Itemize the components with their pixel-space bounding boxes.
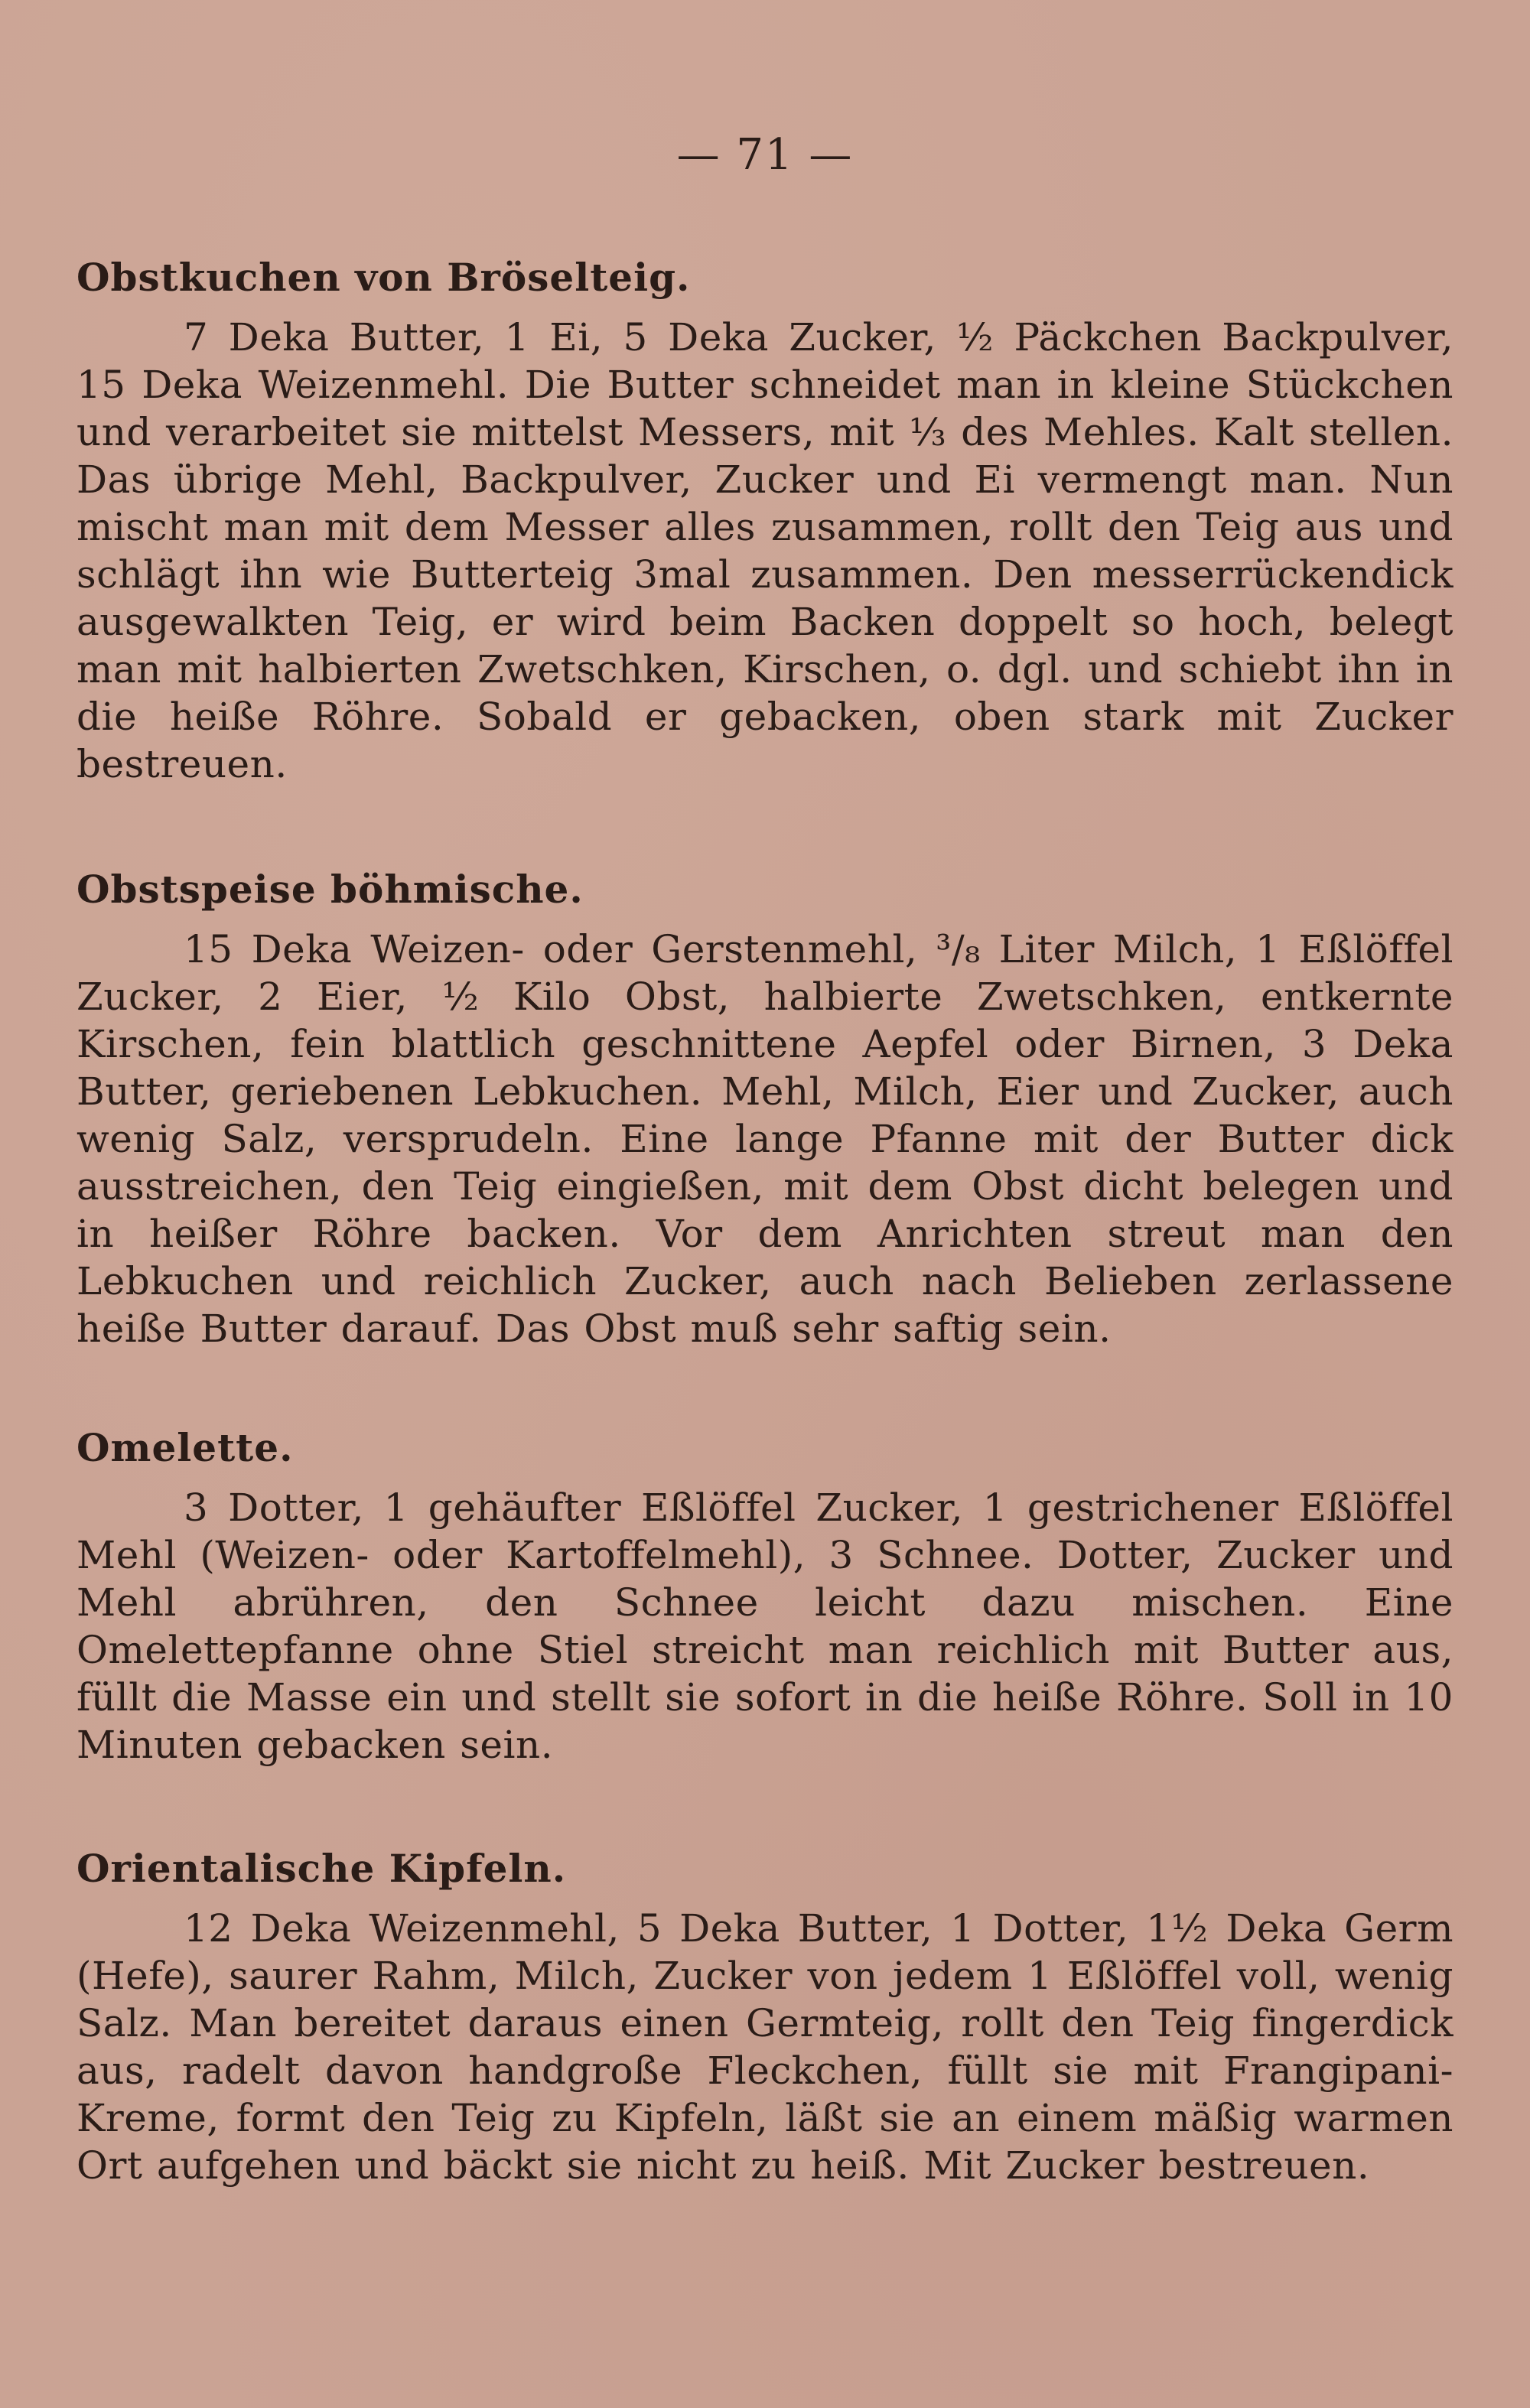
recipe-title: Obstspeise böhmische. [76, 867, 584, 912]
recipe-body: 7 Deka Butter, 1 Ei, 5 Deka Zucker, ½ Päckchen Backpulver, 15 Deka Weizenmehl. Die Butter schneidet man in kleine Stückchen und verarbeitet sie mittelst Messers, mit ⅓ des Mehles. Kalt stellen. Das übrige Mehl, Backpulver, Zucker und Ei vermengt man. Nun mischt man mit dem Messer alles zusammen, rollt den Teig aus und schlägt ihn wie Butterteig 3mal zusammen. Den messerrückendick ausgewalkten Teig, er wird beim Backen doppelt so hoch, belegt man mit halbierten Zwetschken, Kirschen, o. dgl. und schiebt ihn in die heiße Röhre. Sobald er gebacken, oben stark mit Zucker bestreuen. [76, 315, 1454, 786]
recipe-title: Obstkuchen von Bröselteig. [76, 255, 691, 300]
recipe-body: 12 Deka Weizenmehl, 5 Deka Butter, 1 Dotter, 1½ Deka Germ (Hefe), saurer Rahm, Milch, Zucker von jedem 1 Eßlöffel voll, wenig Salz. Man bereitet daraus einen Germteig, rollt den Teig fingerdick aus, radelt davon handgroße Fleckchen, füllt sie mit Frangipani-Kreme, formt den Teig zu Kipfeln, läßt sie an einem mäßig warmen Ort aufgehen und bäckt sie nicht zu heiß. Mit Zucker bestreuen. [76, 1906, 1454, 2188]
recipe-title: Orientalische Kipfeln. [76, 1846, 567, 1891]
recipe-body: 15 Deka Weizen- oder Gerstenmehl, ³/₈ Liter Milch, 1 Eßlöffel Zucker, 2 Eier, ½ Kilo Obst, halbierte Zwetschken, entkernte Kirschen, fein blattlich geschnittene Aepfel oder Birnen, 3 Deka Butter, geriebenen Lebkuchen. Mehl, Milch, Eier und Zucker, auch wenig Salz, versprudeln. Eine lange Pfanne mit der Butter dick ausstreichen, den Teig eingießen, mit dem Obst dicht belegen und in heißer Röhre backen. Vor dem Anrichten streut man den Lebkuchen und reichlich Zucker, auch nach Belieben zerlassene heiße Butter darauf. Das Obst muß sehr saftig sein. [76, 927, 1454, 1351]
recipe-obstkuchen [76, 252, 1454, 788]
recipe-orientalische-kipfeln [76, 1843, 1454, 2189]
recipe-omelette [76, 1423, 1454, 1769]
recipe-body: 3 Dotter, 1 gehäufter Eßlöffel Zucker, 1 gestrichener Eßlöffel Mehl (Weizen- oder Kartoffelmehl), 3 Schnee. Dotter, Zucker und Mehl abrühren, den Schnee leicht dazu mischen. Eine Omelettepfanne ohne Stiel streicht man reichlich mit Butter aus, füllt die Masse ein und stellt sie sofort in die heiße Röhre. Soll in 10 Minuten gebacken sein. [76, 1485, 1454, 1767]
recipe-obstspeise [76, 864, 1454, 1352]
recipe-title: Omelette. [76, 1425, 294, 1470]
page-number: — 71 — [676, 130, 854, 180]
